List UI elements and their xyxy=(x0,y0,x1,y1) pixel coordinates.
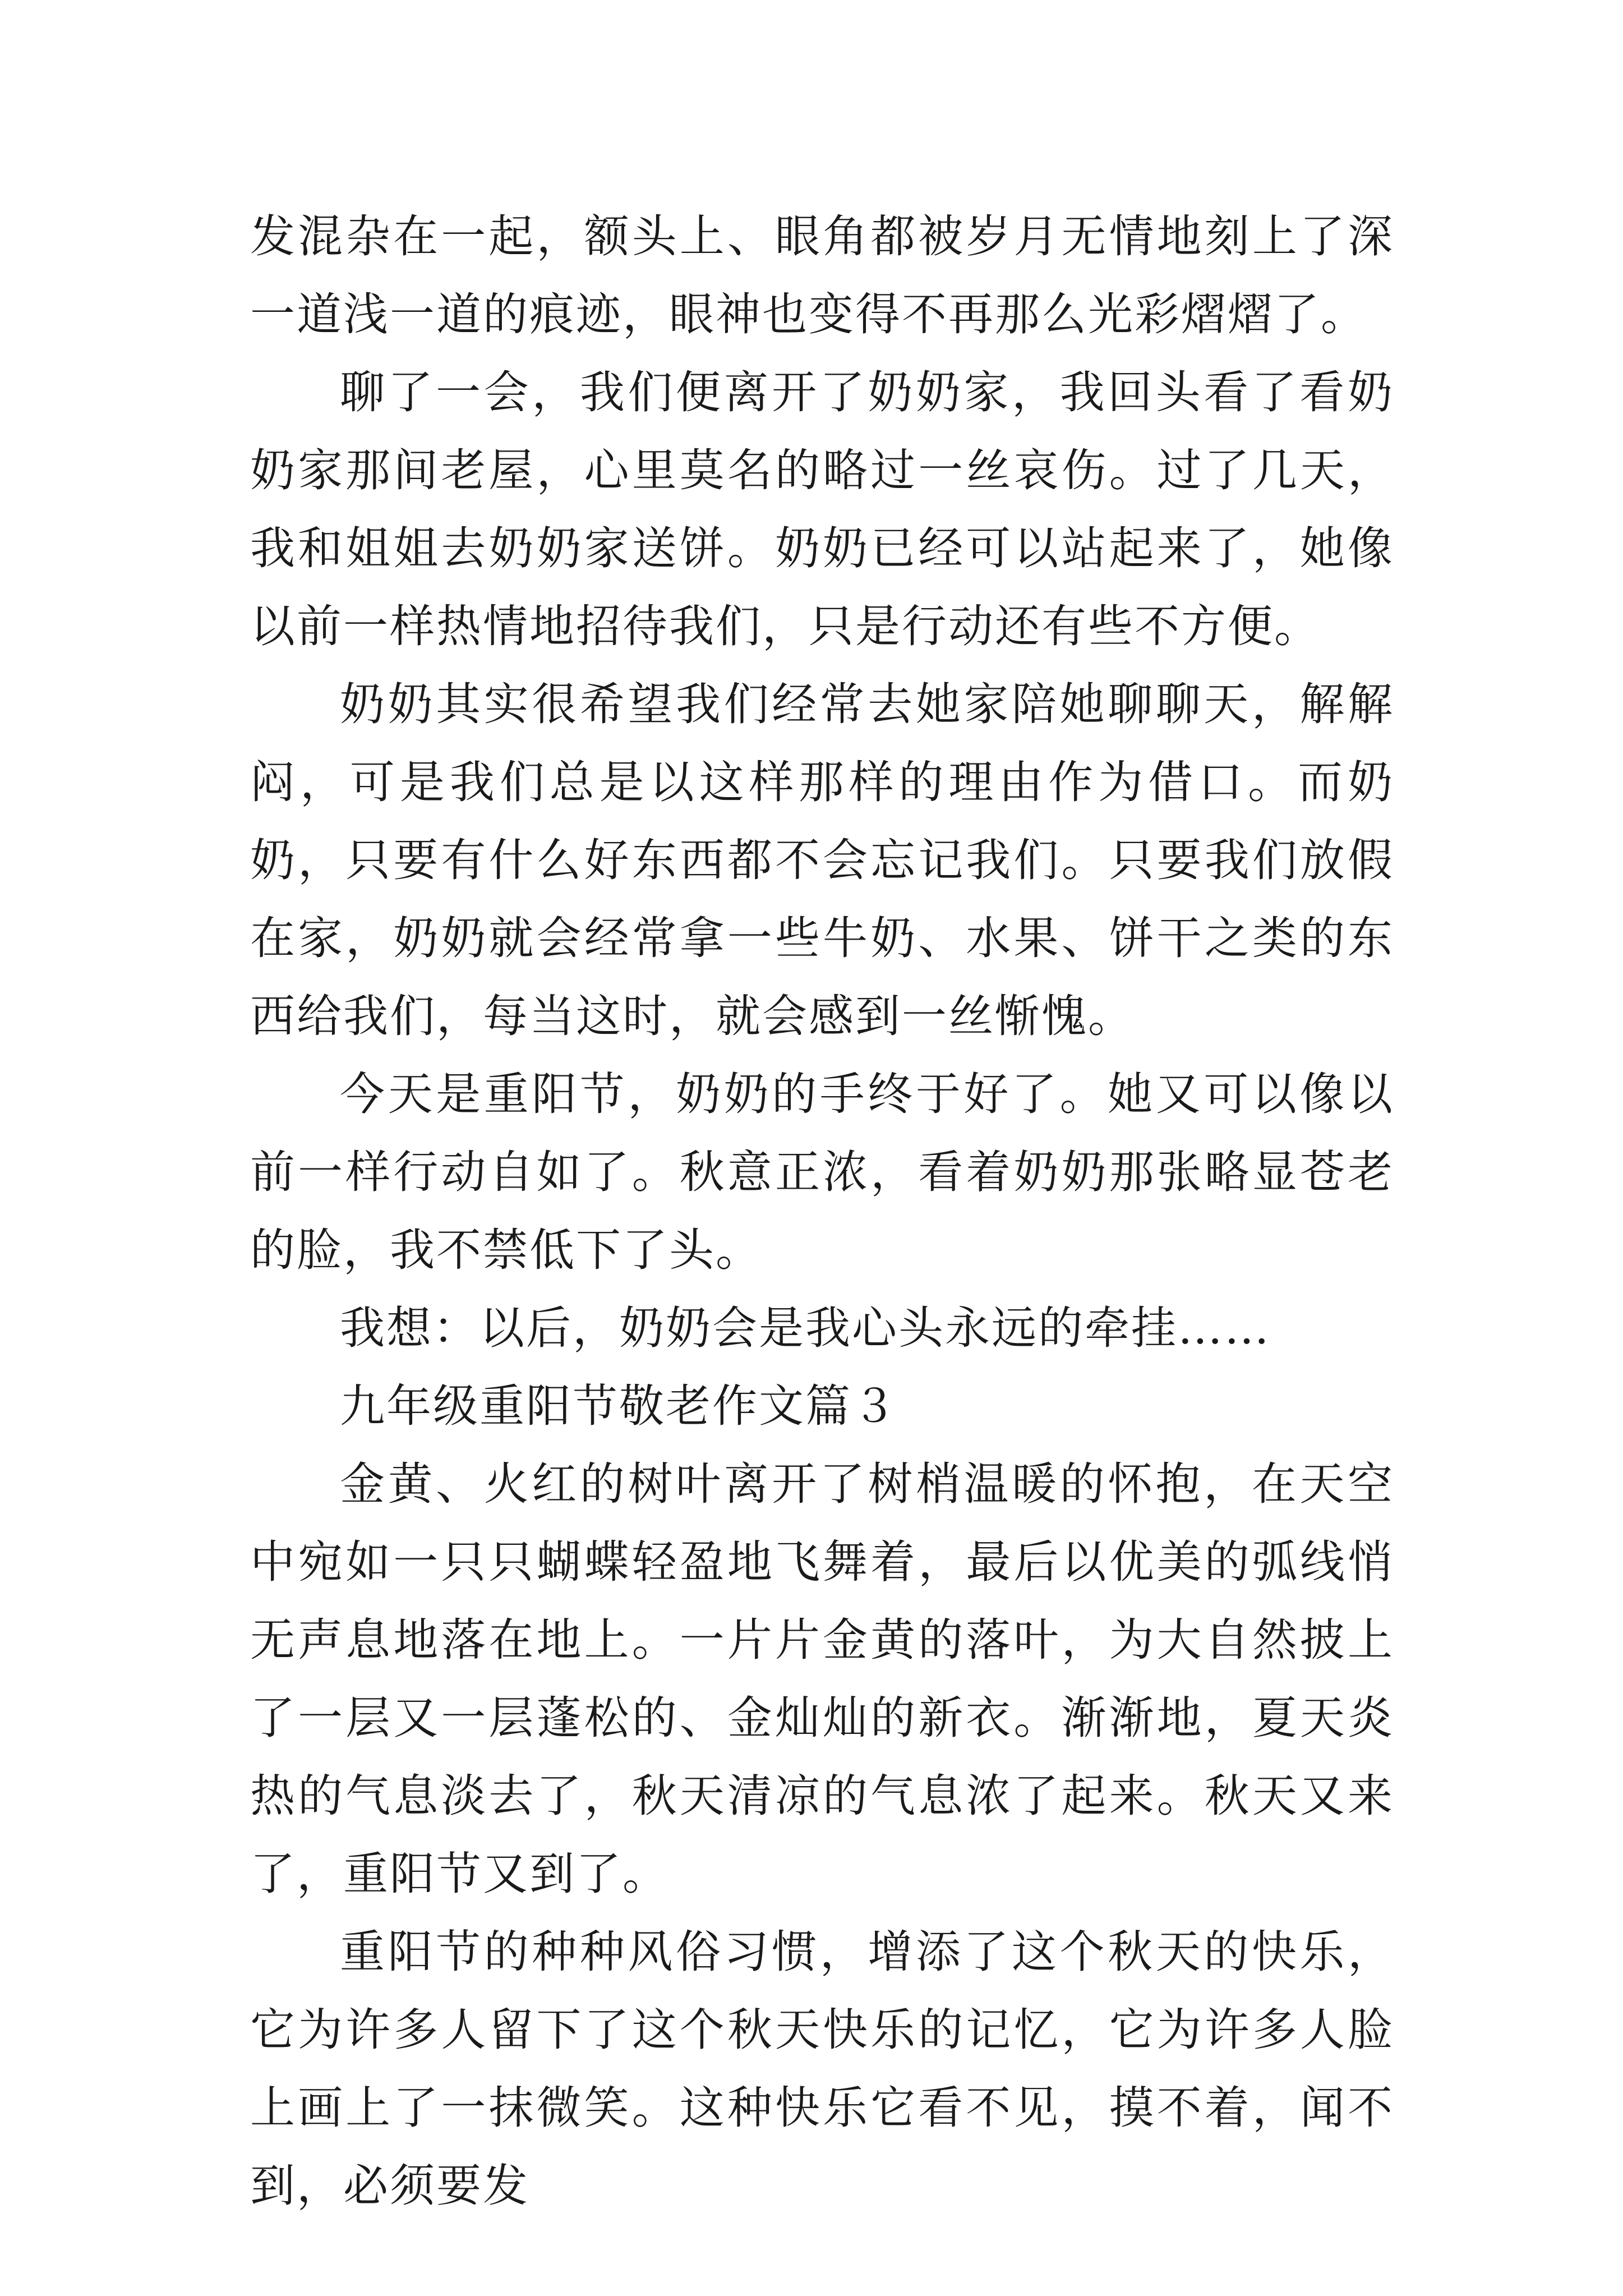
paragraph: 奶奶其实很希望我们经常去她家陪她聊聊天，解解闷，可是我们总是以这样那样的理由作为借口。而奶奶，只要有什么好东西都不会忘记我们。只要我们放假在家，奶奶就会经常拿一些牛奶、水果、饼干之类的东西给我们，每当这时，就会感到一丝惭愧。 xyxy=(250,678,1394,1042)
document-body xyxy=(250,197,1394,2225)
paragraph: 我想：以后，奶奶会是我心头永远的牵挂…… xyxy=(340,1302,1271,1354)
paragraph: 聊了一会，我们便离开了奶奶家，我回头看了看奶奶家那间老屋，心里莫名的略过一丝哀伤。过了几天，我和姐姐去奶奶家送饼。奶奶已经可以站起来了，她像以前一样热情地招待我们，只是行动还有些不方便。 xyxy=(250,366,1394,652)
paragraph: 金黄、火红的树叶离开了树梢温暖的怀抱，在天空中宛如一只只蝴蝶轻盈地飞舞着，最后以优美的弧线悄无声息地落在地上。一片片金黄的落叶，为大自然披上了一层又一层蓬松的、金灿灿的新衣。渐渐地，夏天炎热的气息淡去了，秋天清凉的气息浓了起来。秋天又来了，重阳节又到了。 xyxy=(250,1458,1394,1900)
paragraph: 今天是重阳节，奶奶的手终于好了。她又可以像以前一样行动自如了。秋意正浓，看着奶奶那张略显苍老的脸，我不禁低下了头。 xyxy=(250,1068,1394,1276)
section-heading: 九年级重阳节敬老作文篇３ xyxy=(340,1380,898,1432)
paragraph: 发混杂在一起，额头上、眼角都被岁月无情地刻上了深一道浅一道的痕迹，眼神也变得不再那么光彩熠熠了。 xyxy=(250,210,1394,341)
paragraph: 重阳节的种种风俗习惯，增添了这个秋天的快乐，它为许多人留下了这个秋天快乐的记忆，它为许多人脸上画上了一抹微笑。这种快乐它看不见，摸不着，闻不到，必须要发 xyxy=(250,1926,1394,2212)
